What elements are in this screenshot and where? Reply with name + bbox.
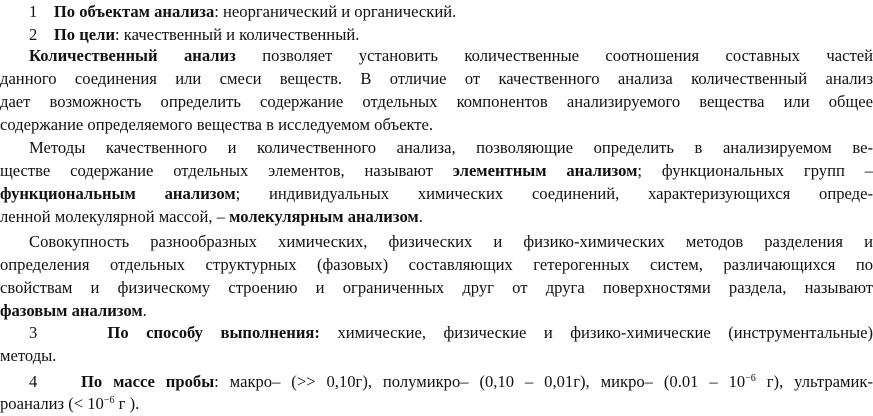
- bold-term: функциональным анализом: [0, 184, 236, 203]
- paragraph-line: методы.: [0, 346, 57, 365]
- paragraph-line: Методы качественного и количественного анализа, позволяющие определить в анализируемом ве-: [29, 138, 873, 157]
- exponent: −6: [745, 373, 756, 384]
- text: ; функциональных групп –: [637, 161, 873, 180]
- text: : макро– (>> 0,10г), полумикро– (0,10 – 0,01г), микро– (0.01 – 10: [214, 372, 746, 391]
- bold-term: молекулярным анализом: [229, 207, 419, 226]
- paragraph-line: данного соединения или смеси веществ. В отличие от качественного анализа количественный анализ: [0, 69, 873, 88]
- list-number: 4: [29, 372, 38, 391]
- paragraph-line: [0, 161, 873, 181]
- text: роанализ (< 10: [0, 394, 104, 413]
- exponent: −6: [103, 395, 115, 406]
- bold-term: По объектам анализа: [53, 2, 215, 21]
- text: химические, физические и физико-химические (инструментальные): [319, 323, 873, 342]
- paragraph-line: свойствам и физическому строению и ограниченных друг от друга поверхностями раздела, называют: [0, 278, 873, 297]
- bold-term: Количественный анализ: [29, 46, 236, 65]
- list-number: 3: [29, 323, 38, 342]
- paragraph-line: [0, 184, 873, 204]
- list-item-by-sample-mass: [29, 372, 873, 392]
- text: позволяет установить количественные соотношения составных частей: [235, 46, 873, 65]
- text: ; индивидуальных химических соединений, характеризующихся опреде-: [235, 184, 873, 203]
- text: : неорганический и органический.: [214, 2, 457, 21]
- text: г ).: [114, 394, 140, 413]
- paragraph-line: [0, 301, 147, 321]
- text: : качественный и количественный.: [115, 25, 360, 44]
- text: .: [418, 207, 423, 226]
- list-number: 1: [29, 2, 38, 21]
- bold-term: По массе пробы: [80, 372, 215, 391]
- bold-term: По цели: [53, 25, 116, 44]
- text: ленной молекулярной массой, –: [0, 207, 230, 226]
- text: ществе содержание отдельных элементов, называют: [0, 161, 453, 180]
- paragraph-line: определения отдельных структурных (фазовых) составляющих гетерогенных систем, различающихся по: [0, 255, 873, 274]
- paragraph-line: содержание определяемого вещества в исследуемом объекте.: [0, 115, 434, 134]
- bold-term: По способу выполнения:: [107, 323, 320, 342]
- text: г), ультрамик-: [755, 372, 873, 391]
- list-number: 2: [29, 25, 38, 44]
- paragraph-line: Совокупность разнообразных химических, физических и физико-химических методов разделения и: [29, 232, 873, 251]
- paragraph-line: [0, 207, 423, 227]
- paragraph-line: [29, 46, 873, 66]
- text: .: [142, 301, 147, 320]
- list-item-by-goal: [29, 25, 359, 45]
- paragraph-line: [0, 394, 139, 414]
- list-item-by-method: [29, 323, 873, 343]
- paragraph-line: дает возможность определить содержание отдельных компонентов анализируемого вещества или общее: [0, 92, 873, 111]
- bold-term: фазовым анализом: [0, 301, 143, 320]
- list-item-by-object: [29, 2, 456, 22]
- bold-term: элементным анализом: [452, 161, 638, 180]
